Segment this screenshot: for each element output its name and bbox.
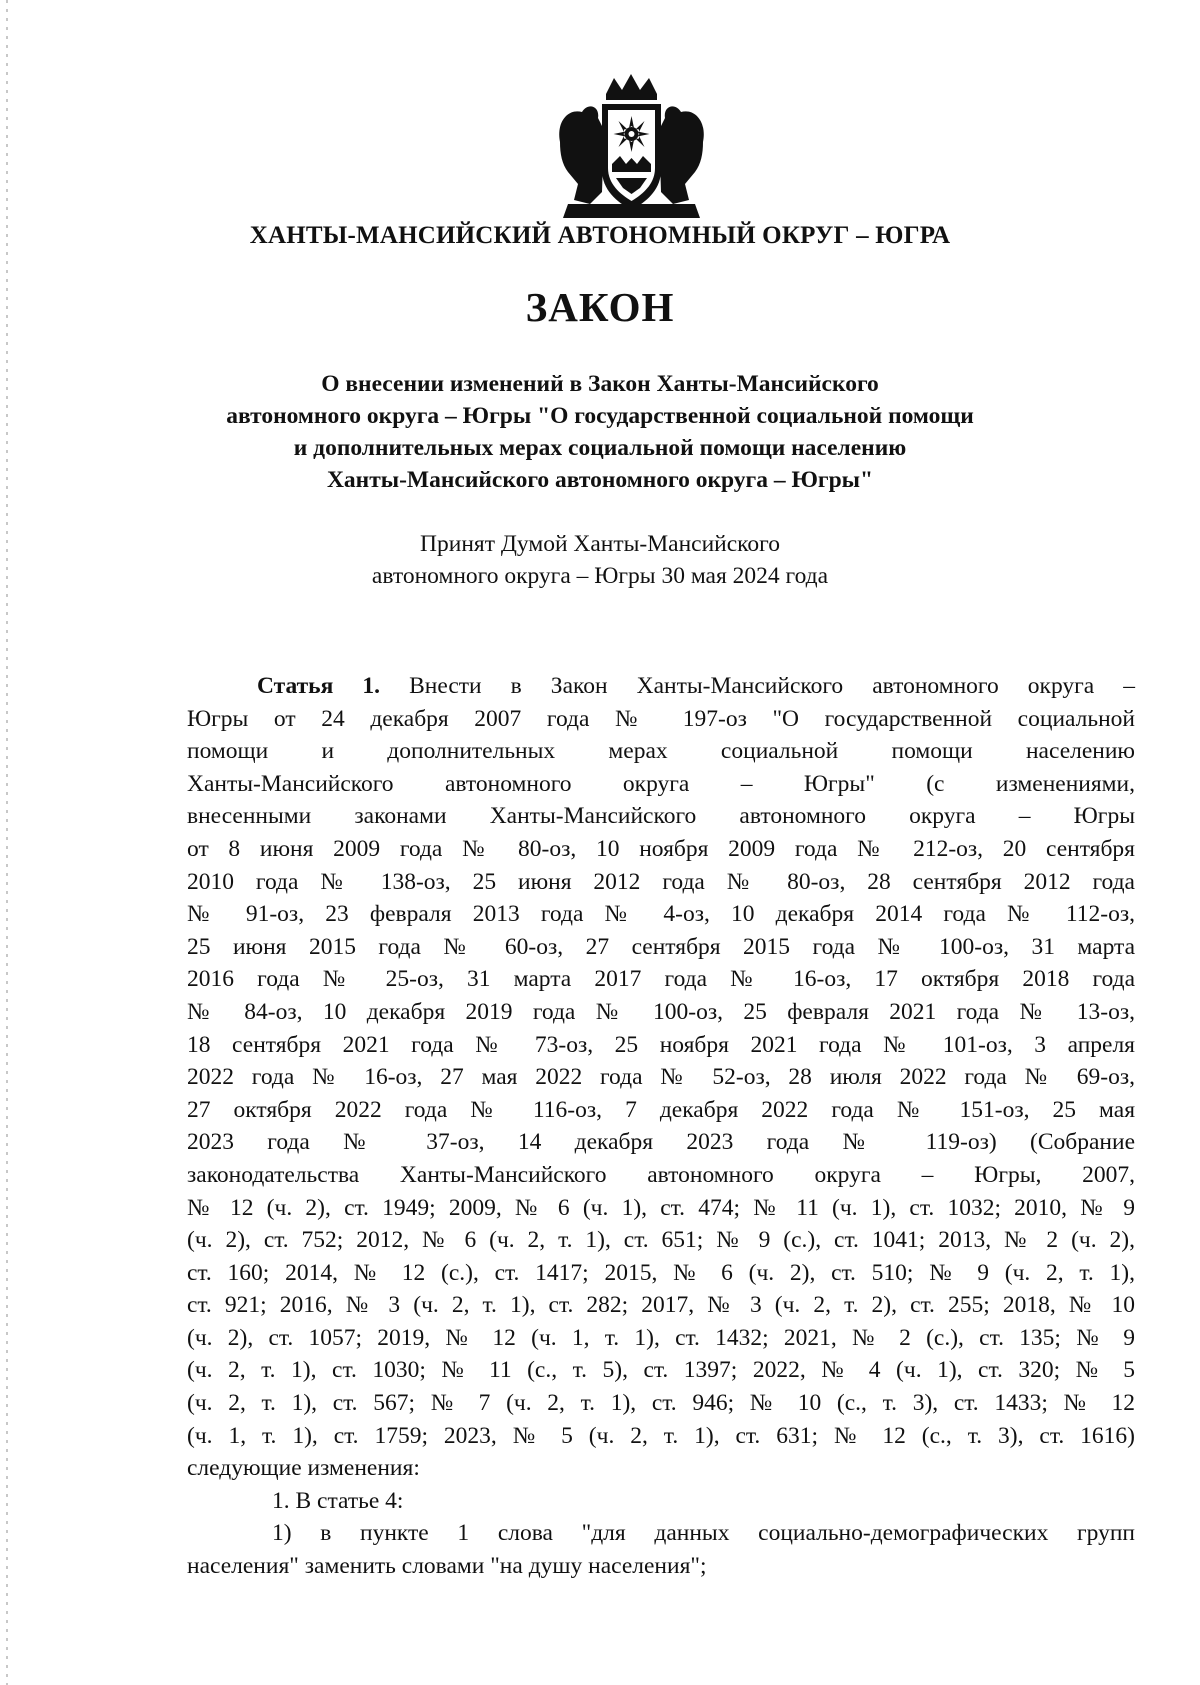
adoption-note-line: Принят Думой Ханты-Мансийского — [420, 531, 780, 557]
adoption-note — [0, 528, 1200, 592]
article-text-line: 25 июня 2015 года № 60-оз, 27 сентября 2015 года № 100-оз, 31 марта — [187, 933, 1135, 960]
article-text-line: № 91-оз, 23 февраля 2013 года № 4-оз, 10 декабря 2014 года № 112-оз, — [187, 901, 1135, 928]
article-text-line: № 84-оз, 10 декабря 2019 года № 100-оз, 25 февраля 2021 года № 13-оз, — [187, 998, 1135, 1025]
law-title-line: автономного округа – Югры "О государственной социальной помощи — [226, 403, 974, 429]
article-label: Статья 1. — [257, 673, 380, 699]
article-text-fragment: Внести в Закон Ханты-Мансийского автономного округа – — [409, 673, 1136, 699]
article-text-line: от 8 июня 2009 года № 80-оз, 10 ноября 2009 года № 212-оз, 20 сентября — [187, 835, 1135, 862]
article-text-line: (ч. 2, т. 1), ст. 567; № 7 (ч. 2, т. 1), ст. 946; № 10 (с., т. 3), ст. 1433; № 12 — [187, 1390, 1135, 1417]
article-text-line: 18 сентября 2021 года № 73-оз, 25 ноября 2021 года № 101-оз, 3 апреля — [187, 1031, 1135, 1058]
article-text-line: Югры от 24 декабря 2007 года № 197-оз "О государственной социальной — [187, 705, 1135, 732]
law-title-line: Ханты-Мансийского автономного округа – Югры" — [326, 467, 874, 493]
article-text-line: ст. 160; 2014, № 12 (с.), ст. 1417; 2015, № 6 (ч. 2), ст. 510; № 9 (ч. 2, т. 1), — [187, 1259, 1135, 1286]
adoption-note-line: автономного округа – Югры 30 мая 2024 года — [371, 563, 829, 589]
coat-of-arms-emblem — [554, 72, 709, 222]
article-text-line: 2010 года № 138-оз, 25 июня 2012 года № 80-оз, 28 сентября 2012 года — [187, 868, 1135, 895]
law-title-line: и дополнительных мерах социальной помощи населению — [293, 435, 907, 461]
article-text-line: помощи и дополнительных мерах социальной помощи населению — [187, 738, 1135, 765]
article-text-line: № 12 (ч. 2), ст. 1949; 2009, № 6 (ч. 1), ст. 474; № 11 (ч. 1), ст. 1032; 2010, № 9 — [187, 1194, 1135, 1221]
scan-edge — [6, 0, 8, 1685]
article-text-line: Ханты-Мансийского автономного округа – Югры" (с изменениями, — [187, 770, 1135, 797]
article-text-line: (ч. 1, т. 1), ст. 1759; 2023, № 5 (ч. 2, т. 1), ст. 631; № 12 (с., т. 3), ст. 1616) — [187, 1422, 1135, 1449]
subitem-1-line: 1) в пункте 1 слова "для данных социально-демографических групп — [272, 1520, 1135, 1547]
article-text-line: (ч. 2, т. 1), ст. 1030; № 11 (с., т. 5), ст. 1397; 2022, № 4 (ч. 1), ст. 320; № 5 — [187, 1357, 1135, 1384]
article-text-line: 27 октября 2022 года № 116-оз, 7 декабря 2022 года № 151-оз, 25 мая — [187, 1096, 1135, 1123]
article-text-line: 2022 года № 16-оз, 27 мая 2022 года № 52-оз, 28 июля 2022 года № 69-оз, — [187, 1064, 1135, 1091]
article-text-line: внесенными законами Ханты-Мансийского автономного округа – Югры — [187, 803, 1135, 830]
article-1-first-line — [187, 670, 1135, 703]
article-text-line: (ч. 2), ст. 752; 2012, № 6 (ч. 2, т. 1), ст. 651; № 9 (с.), ст. 1041; 2013, № 2 (ч. 2), — [187, 1227, 1135, 1254]
article-text-line: законодательства Ханты-Мансийского автономного округа – Югры, 2007, — [187, 1161, 1135, 1188]
subitem-1-line: населения" заменить словами "на душу населения"; — [187, 1553, 707, 1580]
article-text-line: 2016 года № 25-оз, 31 марта 2017 года № 16-оз, 17 октября 2018 года — [187, 966, 1135, 993]
region-heading: ХАНТЫ-МАНСИЙСКИЙ АВТОНОМНЫЙ ОКРУГ – ЮГРА — [249, 222, 951, 249]
law-title-line: О внесении изменений в Закон Ханты-Мансийского — [321, 371, 879, 397]
article-text-line: (ч. 2), ст. 1057; 2019, № 12 (ч. 1, т. 1), ст. 1432; 2021, № 2 (с.), ст. 135; № 9 — [187, 1324, 1135, 1351]
document-type-heading: ЗАКОН — [525, 284, 675, 330]
article-text-line: ст. 921; 2016, № 3 (ч. 2, т. 1), ст. 282; 2017, № 3 (ч. 2, т. 2), ст. 255; 2018, № 10 — [187, 1292, 1135, 1319]
law-title — [0, 368, 1200, 496]
item-1-heading: 1. В статье 4: — [272, 1487, 404, 1514]
article-1-text — [187, 670, 1135, 1583]
article-text-line: 2023 года № 37-оз, 14 декабря 2023 года № 119-оз) (Собрание — [187, 1129, 1135, 1156]
article-text-line: следующие изменения: — [187, 1455, 420, 1482]
